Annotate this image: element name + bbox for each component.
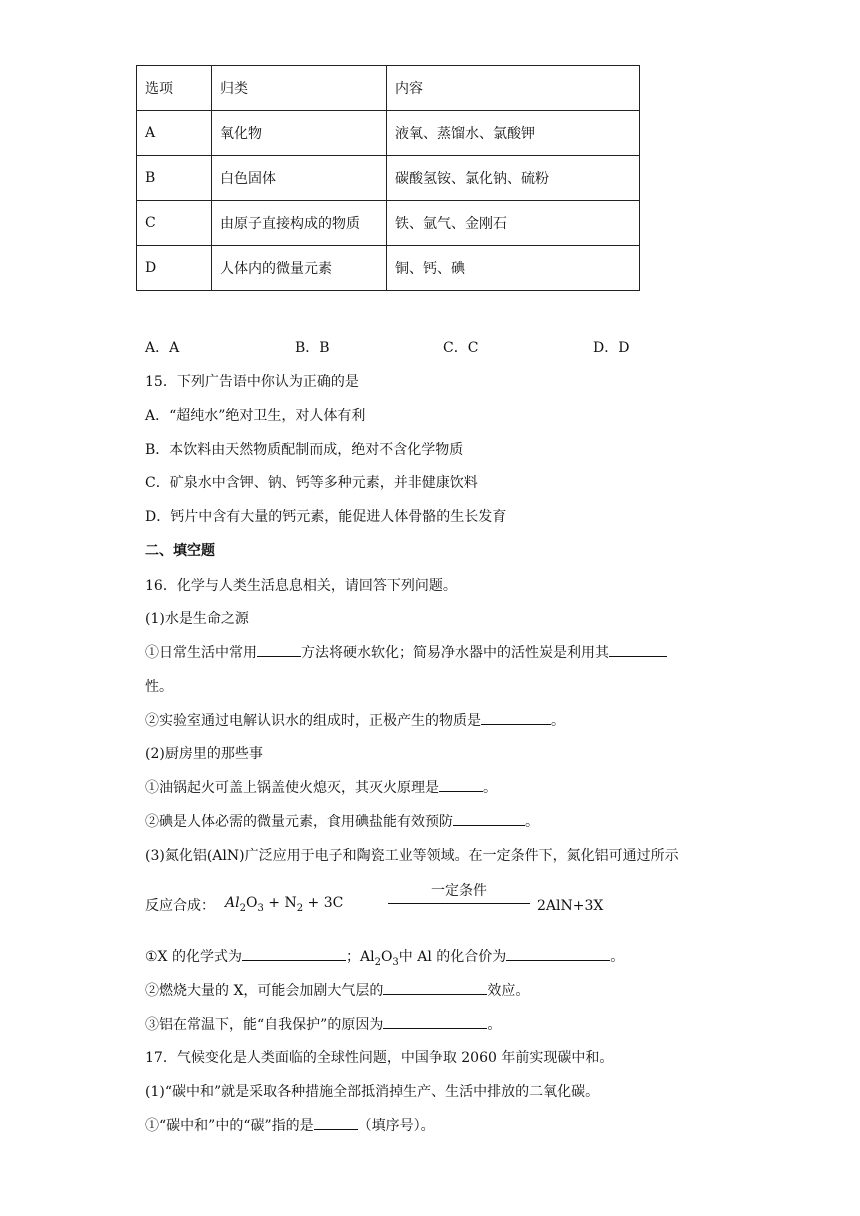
- q14-options: [145, 337, 765, 357]
- answer-blank[interactable]: [383, 981, 487, 995]
- table-header-row: [137, 66, 640, 111]
- reaction-equation: [145, 880, 645, 920]
- equation-arrow: [388, 903, 530, 904]
- answer-blank[interactable]: [439, 778, 483, 792]
- q16-part1-question-a-cont: 性。: [145, 679, 173, 695]
- q16-part1-question-b: [145, 710, 565, 730]
- q16-part3-title: (3)氮化铝(AlN)广泛应用于电子和陶瓷工业等领域。在一定条件下，氮化铝可通过所示: [145, 848, 679, 864]
- answer-blank[interactable]: [314, 1116, 358, 1130]
- q16-part3-question-b: [145, 980, 529, 1000]
- table-cell: 由原子直接构成的物质: [212, 201, 387, 246]
- answer-blank[interactable]: [383, 1015, 487, 1029]
- section-heading: 二、填空题: [145, 543, 215, 559]
- table-cell: D: [137, 246, 212, 291]
- q16-part3-question-c: [145, 1014, 501, 1034]
- text-segment: ③铝在常温下，能“自我保护”的原因为: [145, 1017, 384, 1033]
- text-segment: ①油锅起火可盖上锅盖使火熄灭，其灭火原理是: [145, 780, 439, 796]
- q16-part1-question-a: [145, 642, 667, 662]
- q15-stem: 15．下列广告语中你认为正确的是: [145, 374, 359, 390]
- answer-blank[interactable]: [453, 812, 525, 826]
- q16-part2-title: (2)厨房里的那些事: [145, 746, 263, 762]
- q14-option-d: D．D: [593, 340, 630, 356]
- table-header-cell: 内容: [387, 66, 640, 111]
- q17-part1-question-a: [145, 1115, 435, 1135]
- answer-blank[interactable]: [257, 643, 301, 657]
- q17-part1-title: (1)“碳中和”就是采取各种措施全部抵消掉生产、生活中排放的二氧化碳。: [145, 1084, 600, 1100]
- q16-stem: 16．化学与人类生活息息相关，请回答下列问题。: [145, 578, 457, 594]
- table-row: [137, 246, 640, 291]
- table-cell: A: [137, 111, 212, 156]
- table-cell: C: [137, 201, 212, 246]
- table-cell: 氧化物: [212, 111, 387, 156]
- q16-part1-title: (1)水是生命之源: [145, 611, 249, 627]
- equation-reactants: $Al_2O_3 + N_2 + 3C$: [225, 895, 344, 914]
- table-header-cell: 归类: [212, 66, 387, 111]
- q16-part2-question-a: [145, 777, 497, 797]
- text-segment: 方法将硬水软化；简易净水器中的活性炭是利用其: [301, 645, 609, 661]
- q17-stem: 17．气候变化是人类面临的全球性问题，中国争取 2060 年前实现碳中和。: [145, 1050, 614, 1066]
- text-segment: 。: [487, 1017, 502, 1033]
- q15-option-c: C．矿泉水中含钾、钠、钙等多种元素，并非健康饮料: [145, 475, 478, 491]
- text-segment: ②实验室通过电解认识水的组成时，正极产生的物质是: [145, 713, 481, 729]
- answer-blank[interactable]: [609, 643, 667, 657]
- text-segment: （填序号）。: [357, 1118, 435, 1134]
- equation-lead: 反应合成：: [145, 898, 215, 914]
- table-cell: 人体内的微量元素: [212, 246, 387, 291]
- text-segment: ；Al: [345, 949, 375, 965]
- table-cell: 液氧、蒸馏水、氯酸钾: [387, 111, 640, 156]
- table-row: [137, 201, 640, 246]
- text-segment: ①“碳中和”中的“碳”指的是: [145, 1118, 314, 1134]
- q14-option-a: A．A: [145, 340, 180, 356]
- table-cell: 铜、钙、碘: [387, 246, 640, 291]
- answer-blank[interactable]: [242, 947, 346, 961]
- text-segment: 。: [525, 814, 539, 830]
- text-segment: 。: [610, 949, 625, 965]
- text-segment: 。: [551, 713, 565, 729]
- text-segment: ①日常生活中常用: [145, 645, 257, 661]
- table-header-cell: 选项: [137, 66, 212, 111]
- classification-table: [136, 65, 640, 291]
- q15-option-d: D．钙片中含有大量的钙元素，能促进人体骨骼的生长发育: [145, 509, 507, 525]
- text-segment: 中 Al 的化合价为: [398, 949, 507, 965]
- answer-blank[interactable]: [506, 947, 610, 961]
- q14-option-b: B．B: [295, 340, 330, 356]
- q15-option-b: B．本饮料由天然物质配制而成，绝对不含化学物质: [145, 442, 464, 458]
- text-segment: ①X 的化学式为: [145, 949, 242, 965]
- table-row: [137, 111, 640, 156]
- equation-condition: 一定条件: [431, 883, 487, 899]
- q15-option-a: A．“超纯水”绝对卫生，对人体有利: [145, 408, 366, 424]
- table-row: [137, 156, 640, 201]
- q14-option-c: C．C: [443, 340, 479, 356]
- table-cell: 铁、氩气、金刚石: [387, 201, 640, 246]
- q16-part2-question-b: [145, 811, 539, 831]
- text-segment: ②燃烧大量的 X，可能会加剧大气层的: [145, 983, 384, 999]
- table-cell: 白色固体: [212, 156, 387, 201]
- text-segment: 效应。: [487, 983, 530, 999]
- text-segment: 。: [483, 780, 497, 796]
- table-cell: 碳酸氢铵、氯化钠、硫粉: [387, 156, 640, 201]
- table-cell: B: [137, 156, 212, 201]
- text-segment: ②碘是人体必需的微量元素，食用碘盐能有效预防: [145, 814, 453, 830]
- q16-part3-question-a: ①X 的化学式为 ；$Al_2O_3$中 Al 的化合价为 。: [145, 949, 625, 968]
- equation-products: 2AlN+3X: [537, 898, 604, 914]
- answer-blank[interactable]: [481, 711, 551, 725]
